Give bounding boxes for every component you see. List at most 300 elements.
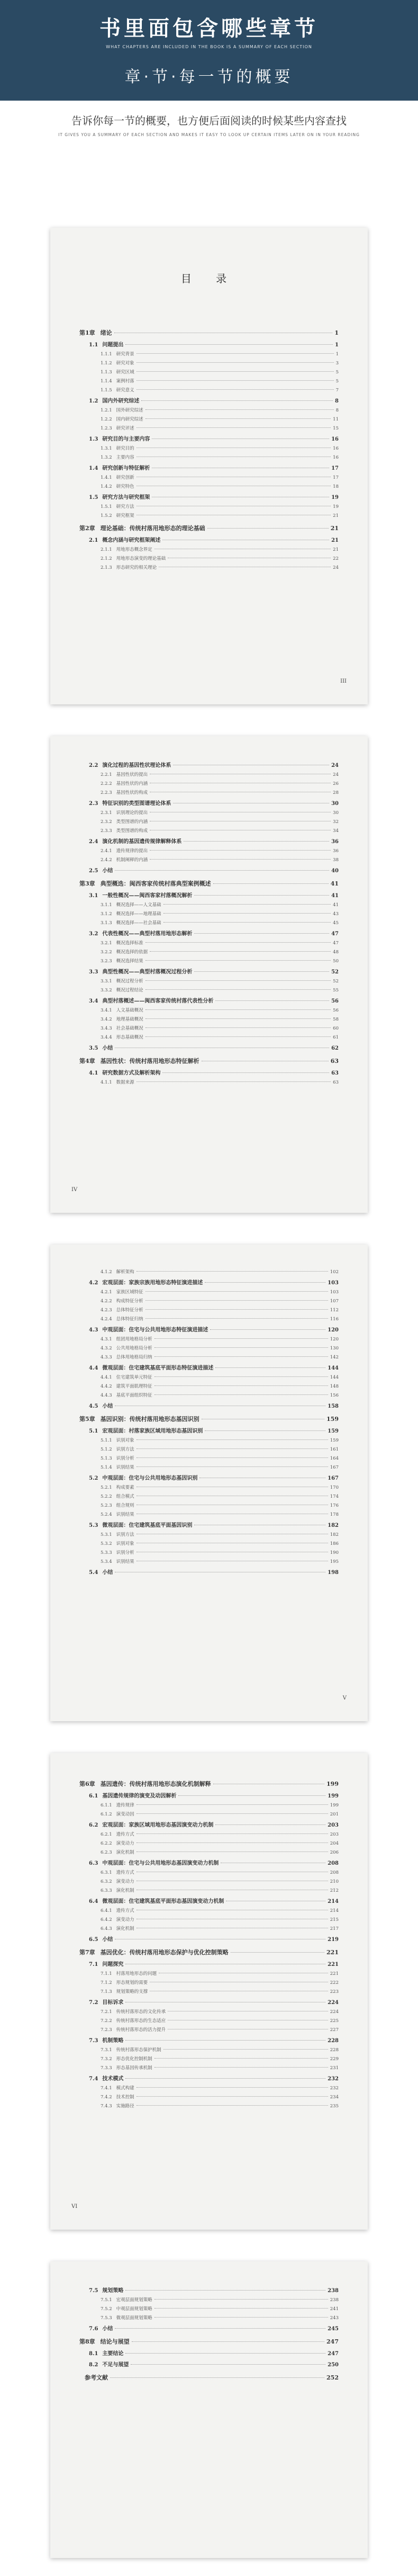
toc-entry-page: 56 [333, 1008, 339, 1013]
toc-leader-dots [137, 380, 334, 381]
toc-subsection-entry [79, 1907, 339, 1913]
toc-entry-label: 研究创新 [116, 475, 134, 480]
toc-entry-page: 250 [328, 2362, 339, 2368]
toc-entry-page: 52 [331, 969, 339, 975]
toc-entry-page: 238 [328, 2288, 339, 2294]
toc-entry-label: 规划策略的支撑 [116, 1989, 148, 1994]
toc-entry-number: 7.1.1 [101, 1971, 112, 1976]
toc-subsection-entry [79, 1446, 339, 1452]
toc-leader-dots [215, 1367, 325, 1368]
toc-entry-page: 182 [328, 1523, 339, 1528]
toc-leader-dots [137, 1813, 328, 1814]
toc-subsection-entry [79, 987, 339, 993]
toc-entry-number: 4.4.1 [101, 1375, 112, 1380]
toc-entry-page: 158 [328, 1403, 339, 1409]
toc-entry-number: 2.2.3 [101, 790, 112, 795]
toc-entry-page: 16 [333, 455, 339, 460]
toc-entry-label: 传统村落形态的活力提升 [116, 2027, 166, 2033]
toc-entry-number: 1.1.5 [101, 388, 112, 393]
toc-entry-label: 国内研究综述 [116, 417, 143, 422]
toc-entry-page: 170 [330, 1485, 339, 1490]
toc-entry-number: 7.2.3 [101, 2027, 112, 2033]
toc-subsection-entry [79, 1840, 339, 1846]
toc-entries [79, 323, 339, 570]
toc-entry-number: 7.2.2 [101, 2018, 112, 2024]
toc-section-entry [79, 996, 339, 1004]
toc-entry-number: 2.2.1 [101, 772, 112, 777]
toc-entry-page: 167 [328, 1475, 339, 1481]
toc-subsection-entry [79, 1849, 339, 1855]
toc-entry-page: 142 [330, 1355, 339, 1360]
toc-entry-label: 识别方法 [116, 1532, 134, 1537]
toc-entry-label: 宏观层面：村落家族区域用地形态基因识别 [102, 1428, 203, 1434]
toc-leader-dots [184, 841, 329, 842]
toc-leader-dots [137, 1081, 331, 1082]
toc-entry-page: 190 [330, 1550, 339, 1555]
toc-page-4 [50, 1753, 368, 2230]
toc-entry-page: 243 [330, 2315, 339, 2321]
toc-entry-label: 用地形态概念界定 [116, 547, 152, 552]
toc-entry-number: 2.1.2 [101, 556, 112, 561]
toc-entry-page: 41 [333, 902, 339, 908]
toc-entry-number: 2.4.1 [101, 848, 112, 854]
toc-section-entry [79, 2324, 339, 2332]
toc-subsection-entry [79, 789, 339, 795]
toc-section-entry [79, 1960, 339, 1967]
toc-entry-number: 3.4.4 [101, 1035, 112, 1040]
toc-entry-page: 1 [335, 342, 339, 348]
toc-entry-number: 1.3.2 [101, 455, 112, 460]
toc-leader-dots [194, 895, 329, 896]
toc-leader-dots [132, 2341, 324, 2342]
toc-entry-number: 5.4 [89, 1570, 98, 1576]
toc-entry-label: 传统村落形态的生态适应 [116, 2018, 166, 2024]
toc-entry-label: 案例村落 [116, 379, 134, 384]
toc-entry-label: 概况选择——社会基础 [116, 920, 161, 926]
toc-entry-number: 5.3.4 [101, 1559, 112, 1564]
toc-page-3 [50, 1245, 368, 1721]
toc-entry-label: 微观层面：住宅建筑基底平面形态特征演进描述 [102, 1365, 214, 1371]
toc-entry-label: 典型性概况——典型村落概况过程分析 [102, 969, 193, 975]
toc-entry-label: 数据来源 [116, 1080, 134, 1085]
toc-entry-number: 7.3.1 [101, 2047, 112, 2053]
toc-entry-label: 特征识别的类型图谱理论体系 [102, 801, 171, 807]
toc-entry-page: 252 [326, 2374, 339, 2381]
toc-entry-number: 2.1.1 [101, 547, 112, 552]
toc-entry-label: 基因性状：传统村落用地形态特征解析 [100, 1058, 199, 1065]
toc-leader-dots [146, 1318, 328, 1319]
toc-section-entry [79, 535, 339, 543]
toc-entry-label: 识别结果 [116, 1465, 134, 1470]
toc-entry-label: 参考文献 [85, 2374, 108, 2381]
toc-entry-page: 214 [330, 1908, 339, 1913]
toc-entry-label: 中观层面：住宅与公共用地形态基因演变动力机制 [102, 1861, 219, 1866]
toc-leader-dots [146, 409, 334, 410]
toc-entry-label: 小结 [102, 1403, 113, 1409]
toc-entry-page: 130 [330, 1346, 339, 1351]
toc-subsection-entry [79, 978, 339, 984]
toc-entry-number: 3.4.2 [101, 1017, 112, 1022]
toc-entry-page: 103 [330, 1290, 339, 1295]
toc-entry-label: 中观层面规划策略 [116, 2306, 152, 2312]
toc-entry-label: 研究意义 [116, 388, 134, 393]
toc-entry-number: 第1章 [79, 329, 95, 336]
toc-section-entry [79, 1278, 339, 1286]
toc-subsection-entry [79, 1979, 339, 1985]
toc-entry-page: 16 [333, 446, 339, 451]
toc-entry-number: 4.1.1 [101, 1080, 112, 1085]
toc-entry-page: 102 [330, 1269, 339, 1275]
toc-entry-page: 17 [333, 475, 339, 480]
toc-entry-label: 概况选择——地理基础 [116, 911, 161, 917]
toc-subsection-entry [79, 1025, 339, 1031]
toc-entry-label: 典型村落概述——闽西客家传统村落代表性分析 [102, 998, 214, 1004]
toc-subsection-entry [79, 2064, 339, 2071]
toc-leader-dots [137, 389, 334, 390]
toc-section-entry [79, 761, 339, 768]
toc-leader-dots [137, 362, 334, 363]
toc-entry-page: 56 [331, 998, 339, 1004]
toc-section-entry [79, 2286, 339, 2294]
toc-entry-number: 7.4 [89, 2076, 98, 2082]
toc-entry-label: 形态优化控制机制 [116, 2056, 152, 2062]
toc-entry-number: 3.1 [89, 893, 98, 899]
toc-entry-label: 识别结果 [116, 1559, 134, 1564]
toc-section-entry [79, 837, 339, 845]
toc-entry-label: 微观层面规划策略 [116, 2315, 152, 2321]
toc-entry-number: 4.3 [89, 1327, 98, 1333]
toc-entry-label: 公共用地格局分析 [116, 1346, 152, 1351]
toc-subsection-entry [79, 474, 339, 480]
toc-leader-dots [137, 371, 334, 372]
toc-entry-page: 223 [330, 1989, 339, 1994]
toc-entry-page: 40 [331, 868, 339, 874]
toc-subsection-entry [79, 1493, 339, 1499]
toc-subsection-entry [79, 1925, 339, 1931]
toc-entry-label: 总体用地格局归纳 [116, 1355, 152, 1360]
toc-entry-number: 第2章 [79, 525, 95, 532]
toc-subsection-entry [79, 949, 339, 955]
toc-subsection-entry [79, 771, 339, 777]
toc-entry-page: 19 [333, 504, 339, 509]
toc-entry-page: 203 [328, 1822, 339, 1828]
toc-entry-label: 规划策略 [102, 2288, 124, 2294]
toc-entry-label: 研究方法与研究框架 [102, 495, 150, 500]
toc-entry-label: 总体特征分析 [116, 1308, 143, 1313]
toc-entry-number: 1.1 [89, 342, 98, 348]
toc-leader-dots [137, 2096, 328, 2097]
toc-entry-page: 144 [328, 1365, 339, 1371]
toc-entry-page: 63 [333, 1080, 339, 1085]
toc-entry-page: 24 [331, 763, 339, 768]
toc-entry-number: 2.3.2 [101, 819, 112, 825]
toc-entry-label: 地理基础概况 [116, 1017, 143, 1022]
toc-entry-label: 类型图谱的内涵 [116, 819, 148, 825]
toc-subsection-entry [79, 425, 339, 431]
toc-entry-number: 6.4.1 [101, 1908, 112, 1913]
toc-leader-dots [137, 1439, 328, 1440]
toc-entry-label: 宏观层面：家族宗族用地形态特征演进描述 [102, 1280, 203, 1286]
toc-subsection-entry [79, 1268, 339, 1275]
toc-entry-number: 7.1.3 [101, 1989, 112, 1994]
toc-entry-page: 24 [333, 772, 339, 777]
toc-entry-number: 3.1.2 [101, 911, 112, 917]
toc-entry-page: 43 [333, 911, 339, 917]
toc-entry-page: 116 [330, 1317, 339, 1322]
page-number: III [340, 678, 347, 684]
toc-section-entry [79, 929, 339, 937]
toc-entry-page: 231 [330, 2065, 339, 2071]
toc-entry-label: 研究评述 [116, 426, 134, 431]
toc-entry-number: 6.2.3 [101, 1850, 112, 1855]
toc-entry-page: 214 [328, 1899, 339, 1904]
toc-page-2 [50, 736, 368, 1213]
toc-entry-number: 5.1.3 [101, 1456, 112, 1461]
toc-leader-dots [137, 1833, 328, 1834]
toc-entry-label: 演化过程的基因性状理论体系 [102, 763, 171, 768]
toc-entry-page: 229 [330, 2056, 339, 2062]
toc-leader-dots [146, 1027, 331, 1028]
toc-entry-label: 构成要素 [116, 1485, 134, 1490]
toc-entry-number: 6.3 [89, 1861, 98, 1866]
toc-entry-label: 组合规则 [116, 1503, 134, 1508]
toc-entry-label: 国外研究综述 [116, 408, 143, 413]
toc-entry-label: 传统村落形态保护机制 [116, 2047, 161, 2053]
toc-entry-number: 6.4.3 [101, 1926, 112, 1931]
toc-entry-number: 4.4.3 [101, 1393, 112, 1398]
toc-title: 目 录 [180, 272, 238, 285]
toc-section-entry [79, 463, 339, 471]
toc-entry-number: 1.3 [89, 436, 98, 442]
toc-entry-page: 50 [333, 959, 339, 964]
toc-entry-number: 1.1.3 [101, 370, 112, 375]
toc-entry-label: 微观层面：住宅建筑基底平面基因识别 [102, 1523, 193, 1528]
toc-entry-number: 4.2 [89, 1280, 98, 1286]
toc-leader-dots [163, 904, 331, 905]
toc-entry-page: 41 [330, 880, 339, 887]
toc-entry-label: 技术模式 [102, 2076, 124, 2082]
toc-subsection-entry [79, 2314, 339, 2321]
toc-entry-page: 45 [333, 920, 339, 926]
toc-entry-number: 3.2.1 [101, 941, 112, 946]
toc-section-entry [79, 866, 339, 874]
toc-leader-dots [155, 2067, 328, 2068]
toc-entry-page: 52 [333, 979, 339, 984]
toc-entry-number: 3.5 [89, 1045, 98, 1051]
toc-subsection-entry [79, 780, 339, 786]
toc-entry-page: 22 [333, 556, 339, 561]
toc-entry-number: 6.1.2 [101, 1812, 112, 1817]
toc-entry-label: 小结 [102, 868, 113, 874]
toc-subsection-entry [79, 454, 339, 460]
toc-entry-page: 8 [335, 398, 339, 404]
toc-entry-label: 识别分析 [116, 1456, 134, 1461]
toc-entry-number: 7.2.1 [101, 2009, 112, 2015]
toc-entry-label: 概况选择标准 [116, 941, 143, 946]
toc-entry-number: 2.2 [89, 763, 98, 768]
toc-subsection-entry [79, 2055, 339, 2062]
toc-entry-label: 演化机制 [116, 1888, 134, 1893]
toc-entry-page: 208 [328, 1861, 339, 1866]
toc-entry-page: 204 [330, 1841, 339, 1846]
toc-leader-dots [155, 2058, 328, 2059]
toc-entry-label: 类型图谱的构成 [116, 828, 148, 834]
toc-entry-number: 3.4.1 [101, 1008, 112, 1013]
toc-leader-dots [146, 960, 331, 961]
toc-subsection-entry [79, 1511, 339, 1517]
toc-entry-number: 1.1.2 [101, 361, 112, 366]
toc-entry-number: 3.2 [89, 931, 98, 937]
toc-entry-number: 5.3.1 [101, 1532, 112, 1537]
toc-subsection-entry [79, 1988, 339, 1994]
toc-subsection-entry [79, 856, 339, 863]
toc-entry-number: 5.2.1 [101, 1485, 112, 1490]
toc-leader-dots [137, 427, 331, 428]
toc-subsection-entry [79, 847, 339, 854]
toc-entry-number: 1.4 [89, 466, 98, 471]
toc-entry-page: 38 [333, 857, 339, 863]
toc-leader-dots [155, 1394, 328, 1395]
toc-leader-dots [146, 1300, 328, 1301]
toc-entry-label: 主要结论 [102, 2351, 124, 2357]
toc-chapter-entry [79, 328, 339, 337]
toc-entry-number: 2.2.2 [101, 781, 112, 786]
toc-entry-label: 基因性状的构成 [116, 790, 148, 795]
toc-entry-label: 研究数据方式及解析架构 [102, 1070, 161, 1076]
toc-entry-number: 3.1.1 [101, 902, 112, 908]
toc-chapter-entry [79, 1415, 339, 1423]
toc-entry-number: 2.5 [89, 868, 98, 874]
toc-entry-page: 1 [334, 329, 339, 336]
toc-entry-label: 中观层面：住宅与公共用地形态特征演进描述 [102, 1327, 208, 1333]
toc-entry-page: 203 [330, 1832, 339, 1837]
toc-entry-number: 1.2.2 [101, 417, 112, 422]
toc-entry-label: 演变动力 [116, 1879, 134, 1884]
toc-entry-label: 小结 [102, 1570, 113, 1576]
toc-leader-dots [125, 2290, 325, 2291]
toc-entry-page: 8 [335, 408, 339, 413]
toc-entry-number: 2.3 [89, 801, 98, 807]
toc-subsection-entry [79, 1831, 339, 1837]
toc-entry-page: 60 [333, 1026, 339, 1031]
toc-entry-page: 24 [333, 565, 339, 570]
toc-leader-dots [146, 989, 331, 990]
toc-subsection-entry [79, 1970, 339, 1976]
toc-entry-label: 基因性状的内涵 [116, 781, 148, 786]
toc-subsection-entry [79, 901, 339, 908]
toc-subsection-entry [79, 416, 339, 422]
toc-entry-page: 221 [330, 1971, 339, 1976]
toc-entry-number: 4.5 [89, 1403, 98, 1409]
toc-entry-page: 21 [331, 538, 339, 543]
toc-entry-page: 232 [328, 2076, 339, 2082]
toc-entry-number: 7.1.2 [101, 1980, 112, 1985]
toc-subsection-entry [79, 1383, 339, 1389]
toc-subsection-entry [79, 1916, 339, 1922]
toc-entry-label: 识别理论的提出 [116, 810, 148, 816]
toc-entry-page: 186 [330, 1541, 339, 1546]
toc-section-entry [79, 340, 339, 348]
toc-entry-page: 61 [333, 1035, 339, 1040]
toc-entry-number: 4.2.4 [101, 1317, 112, 1322]
toc-subsection-entry [79, 546, 339, 552]
toc-entry-label: 研究目的 [116, 446, 134, 451]
toc-entry-number: 1.4.2 [101, 484, 112, 489]
toc-subsection-entry [79, 1345, 339, 1351]
toc-entry-number: 4.2.3 [101, 1308, 112, 1313]
toc-entry-number: 2.3.3 [101, 828, 112, 834]
toc-subsection-entry [79, 1437, 339, 1443]
toc-entry-page: 167 [330, 1465, 339, 1470]
toc-entry-page: 19 [331, 495, 339, 500]
toc-subsection-entry [79, 503, 339, 509]
toc-entry-number: 第8章 [79, 2338, 95, 2345]
toc-leader-dots [163, 913, 331, 914]
toc-entry-page: 16 [331, 436, 339, 442]
toc-leader-dots [137, 2087, 328, 2088]
toc-entry-label: 组合模式 [116, 1494, 134, 1499]
toc-entry-page: 1 [335, 352, 339, 357]
toc-entry-number: 5.1.2 [101, 1447, 112, 1452]
toc-chapter-entry [79, 2373, 339, 2382]
toc-entry-page: 247 [328, 2351, 339, 2357]
toc-subsection-entry [79, 1298, 339, 1304]
toc-entry-label: 基因遗传：传统村落用地形态演化机制解释 [100, 1781, 211, 1787]
toc-subsection-entry [79, 378, 339, 384]
toc-subsection-entry [79, 351, 339, 357]
toc-entry-label: 遗传方式 [116, 1832, 134, 1837]
toc-leader-dots [231, 1952, 324, 1953]
toc-leader-dots [137, 1448, 328, 1449]
toc-entry-page: 120 [328, 1327, 339, 1333]
toc-entry-page: 234 [330, 2095, 339, 2100]
toc-entry-label: 研究方法 [116, 504, 134, 509]
toc-entry-label: 绪论 [100, 329, 112, 336]
toc-entry-label: 形态规划的需要 [116, 1980, 148, 1985]
toc-subsection-entry [79, 483, 339, 489]
toc-section-entry [79, 799, 339, 807]
toc-leader-dots [205, 1430, 325, 1431]
toc-entry-label: 一般性概况——闽西客家村落概况解析 [102, 893, 193, 899]
toc-section-entry [79, 1897, 339, 1904]
toc-entry-page: 11 [333, 417, 339, 422]
toc-entries [79, 2283, 339, 2382]
toc-leader-dots [150, 951, 331, 952]
toc-subsection-entry [79, 1392, 339, 1398]
toc-entry-label: 目标诉求 [102, 2000, 124, 2006]
toc-entry-label: 人文基础概况 [116, 1008, 143, 1013]
toc-entry-number: 7.5 [89, 2288, 98, 2294]
toc-subsection-entry [79, 2103, 339, 2109]
toc-subsection-entry [79, 2305, 339, 2312]
toc-page-1 [50, 228, 368, 704]
toc-leader-dots [125, 2040, 325, 2041]
toc-entry-label: 家族区域特征 [116, 1290, 143, 1295]
toc-subsection-entry [79, 387, 339, 393]
toc-section-entry [79, 1473, 339, 1481]
toc-entry-label: 概况选择——人文基础 [116, 902, 161, 908]
toc-entry-number: 2.4.2 [101, 857, 112, 863]
toc-entry-page: 199 [328, 1793, 339, 1799]
toc-subsection-entry [79, 1307, 339, 1313]
toc-subsection-entry [79, 1336, 339, 1342]
toc-section-entry [79, 2360, 339, 2368]
toc-subsection-entry [79, 2008, 339, 2015]
banner-title: 书里面包含哪些章节 [99, 16, 319, 41]
toc-entry-label: 典型概选：闽西客家传统村落典型案例概述 [100, 880, 211, 887]
toc-entry-label: 小结 [102, 1937, 113, 1943]
toc-entry-page: 107 [330, 1299, 339, 1304]
